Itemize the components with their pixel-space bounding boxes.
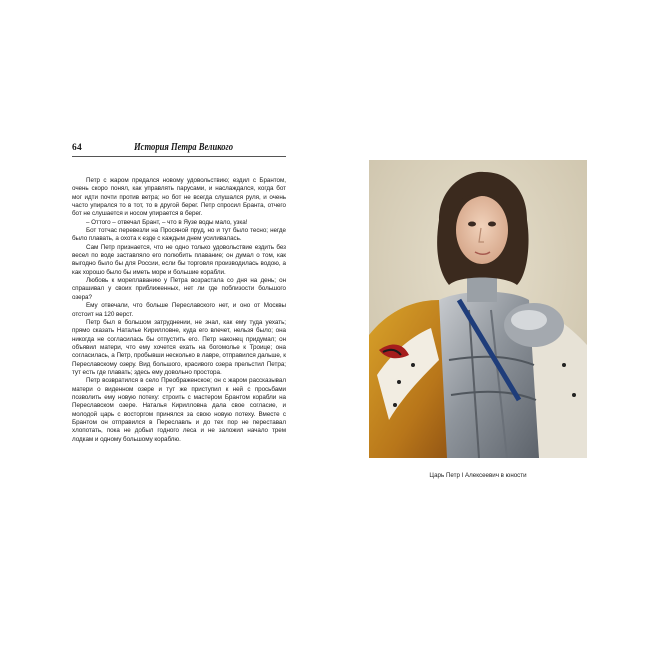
paragraph: Бот тотчас перевезли на Просяной пруд, но и тут было тесно; негде было плавать, а охота к езде с каждым днем усиливалась. xyxy=(72,227,286,243)
paragraph: – Оттого – отвечал Брант, – что в Яузе воды мало, узка! xyxy=(86,218,248,226)
illustration-caption: Царь Петр I Алексеевич в юности xyxy=(429,472,527,479)
portrait-drawing xyxy=(369,160,587,458)
paragraph: Сам Петр признается, что не одно только удовольствие ездить без весел по воде заставляло его полюбить плавание; он думал о том, как выгодно было бы для России, если бы торговля производилась водою, а как хорошо было бы иметь море и большие корабли. xyxy=(72,243,286,276)
paragraph: Петр был в большом затруднении, не знал, как ему туда уехать; прямо сказать Наталье Кирилловне, куда его влечет, нельзя было; она никогда не согласилась бы отпустить его. Петр наконец придумал; он объявил матери, что ему хочется ехать на богомолье к Троице; она согласилась, а Петр, пробывши несколько в лавре, отправился дальше, к Переславскому озеру. Вид большого, красивого озера прельстил Петра; тут есть где плавать; здесь ему довольно простора. xyxy=(72,318,286,376)
portrait-illustration xyxy=(369,160,587,458)
header-rule xyxy=(72,156,286,157)
body-text xyxy=(72,177,286,444)
page-number: 64 xyxy=(72,143,82,153)
paragraph: Петр с жаром предался новому удовольствию; ездил с Брантом, очень скоро понял, как управлять парусами, и наслаждался, когда бот мог идти почти против ветра; но бот не всегда слушался руля, и очень часто упирался то в тот, то в другой берег. Петр спросил Бранта, отчего бот не слушается и носом упирается в берег. xyxy=(72,177,286,218)
running-head xyxy=(72,141,286,157)
paragraph: Ему отвечали, что больше Переславского нет, и оно от Москвы отстоит на 120 верст. xyxy=(72,302,286,318)
book-title: История Петра Великого xyxy=(134,141,233,153)
paragraph: Петр возвратился в село Преображенское; он с жаром рассказывал матери о виденном озере и тут же приступил к ней с просьбами позволить ему новую потеху: строить с мастером Брантом корабли на Переславском озере. Наталья Кирилловна дала свое согласие, и молодой царь с восторгом принялся за свою новую потеху. Вместе с Брантом он отправился в Переславль и до тех пор не переставал хлопотать, пока не добыл годного леса и не заложил начало трем лодкам и одному большому кораблю. xyxy=(72,377,286,443)
paragraph: Любовь к мореплаванию у Петра возрастала со дня на день; он спрашивал у своих приближенных, нет ли где поблизости большого озера? xyxy=(72,277,286,301)
